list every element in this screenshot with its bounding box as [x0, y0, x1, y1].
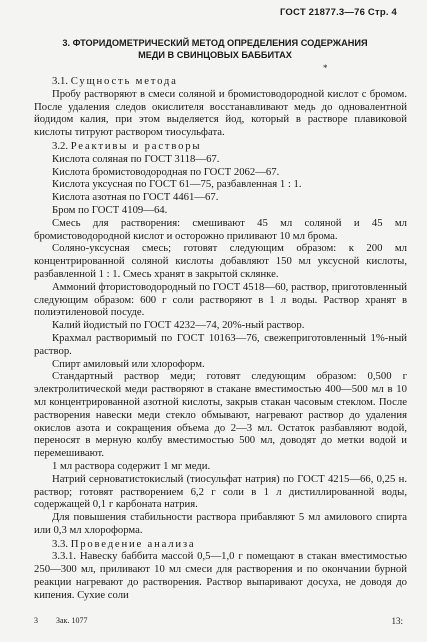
paragraph: Калий йодистый по ГОСТ 4232—74, 20%-ный раствор.: [52, 319, 305, 332]
asterisk-mark: *: [323, 63, 328, 73]
reagent-line: Кислота азотная по ГОСТ 4461—67.: [52, 191, 219, 204]
page-header: ГОСТ 21877.3—76 Стр. 4: [279, 7, 397, 18]
footer-signature: 3: [34, 616, 38, 625]
paragraph: Соляно-уксусная смесь; готовят следующим образом: к 200 мл концентрированной соляной кислоты добавляют 150 мл уксусной кислоты, разбавленной 1 : 1. Смесь хранят в закрытой склянке.: [34, 242, 407, 280]
section-number: 3.2.: [52, 139, 69, 152]
paragraph: Натрий серноватистокислый (тиосульфат натрия) по ГОСТ 4215—66, 0,25 н. раствор; готовят растворением 6,2 г соли в 1 л дистиллированной воды, содержащей 0,1 г карбоната натрия.: [34, 472, 407, 511]
reagent-line: Кислота уксусная по ГОСТ 61—75, разбавленная 1 : 1.: [52, 178, 302, 191]
paragraph: 1 мл раствора содержит 1 мг меди.: [52, 459, 211, 472]
paragraph: Стандартный раствор меди; готовят следующим образом: 0,500 г электролитической меди растворяют в стакане вместимостью 400—500 мл в 10 мл концентрированной азотной кислоты, закрыв стакан часовым стеклом. После растворения навески меди стекло обмывают, нагревают раствор до удаления окислов азота и сокращения объема до 2—3 мл. Остаток разбавляют водой, переносят в мерную колбу вместимостью 500 мл, доводят до метки водой и перемешивают.: [34, 370, 407, 460]
paragraph: Аммоний фтористоводородный по ГОСТ 4518—60, раствор, приготовленный следующим образом: 600 г соли растворяют в 1 л воды. Раствор хранят в полиэтиленовой посуде.: [34, 280, 407, 319]
paragraph: Крахмал растворимый по ГОСТ 10163—76, свежеприготовленный 1%-ный раствор.: [34, 331, 407, 357]
section-title: [50, 37, 380, 61]
reagent-line: Кислота бромистоводородная по ГОСТ 2062—67.: [52, 165, 280, 178]
section-title-line2: МЕДИ В СВИНЦОВЫХ БАББИТАХ: [138, 50, 292, 60]
section-heading-text: Реактивы и растворы: [70, 139, 202, 152]
reagent-line: Бром по ГОСТ 4109—64.: [52, 203, 168, 216]
section-heading-text: Проведение анализа: [70, 537, 196, 550]
paragraph: Пробу растворяют в смеси соляной и бромистоводородной кислот с бромом. После удаления следов окислителя восстанавливают медь до одновалентной йодидом калия, при этом выделяется йод, который в растворе плавиковой кислоты титруют раствором тиосульфата.: [34, 87, 407, 139]
section-title-line1: 3. ФТОРИДОМЕТРИЧЕСКИЙ МЕТОД ОПРЕДЕЛЕНИЯ СОДЕРЖАНИЯ: [62, 38, 368, 48]
paragraph: Смесь для растворения: смешивают 45 мл соляной и 45 мл бромистоводородной кислот и осторожно приливают 10 мл брома.: [34, 216, 407, 242]
section-3-3-heading: [34, 538, 407, 551]
paragraph: Для повышения стабильности раствора прибавляют 5 мл амилового спирта или 0,3 мл хлороформа.: [34, 511, 407, 536]
section-number: 3.3.: [52, 537, 69, 550]
paragraph: 3.3.1. Навеску баббита массой 0,5—1,0 г помещают в стакан вместимостью 250—300 мл, приливают 10 мл смеси для растворения и по окончании бурной реакции нагревают до растворения. Раствор выпаривают досуха, не доводя до кипения. Сухие соли: [34, 550, 407, 601]
paragraph: Спирт амиловый или хлороформ.: [52, 357, 205, 370]
section-3-2-heading: [34, 140, 407, 153]
footer-order-number: Зак. 1077: [56, 616, 88, 625]
section-number: 3.1.: [52, 75, 69, 87]
section-heading-text: Сущность метода: [70, 75, 178, 87]
section-3-1-heading: [34, 75, 407, 88]
document-body: [34, 74, 407, 602]
footer-page-number: 13:: [391, 616, 403, 626]
reagent-line: Кислота соляная по ГОСТ 3118—67.: [52, 152, 220, 165]
